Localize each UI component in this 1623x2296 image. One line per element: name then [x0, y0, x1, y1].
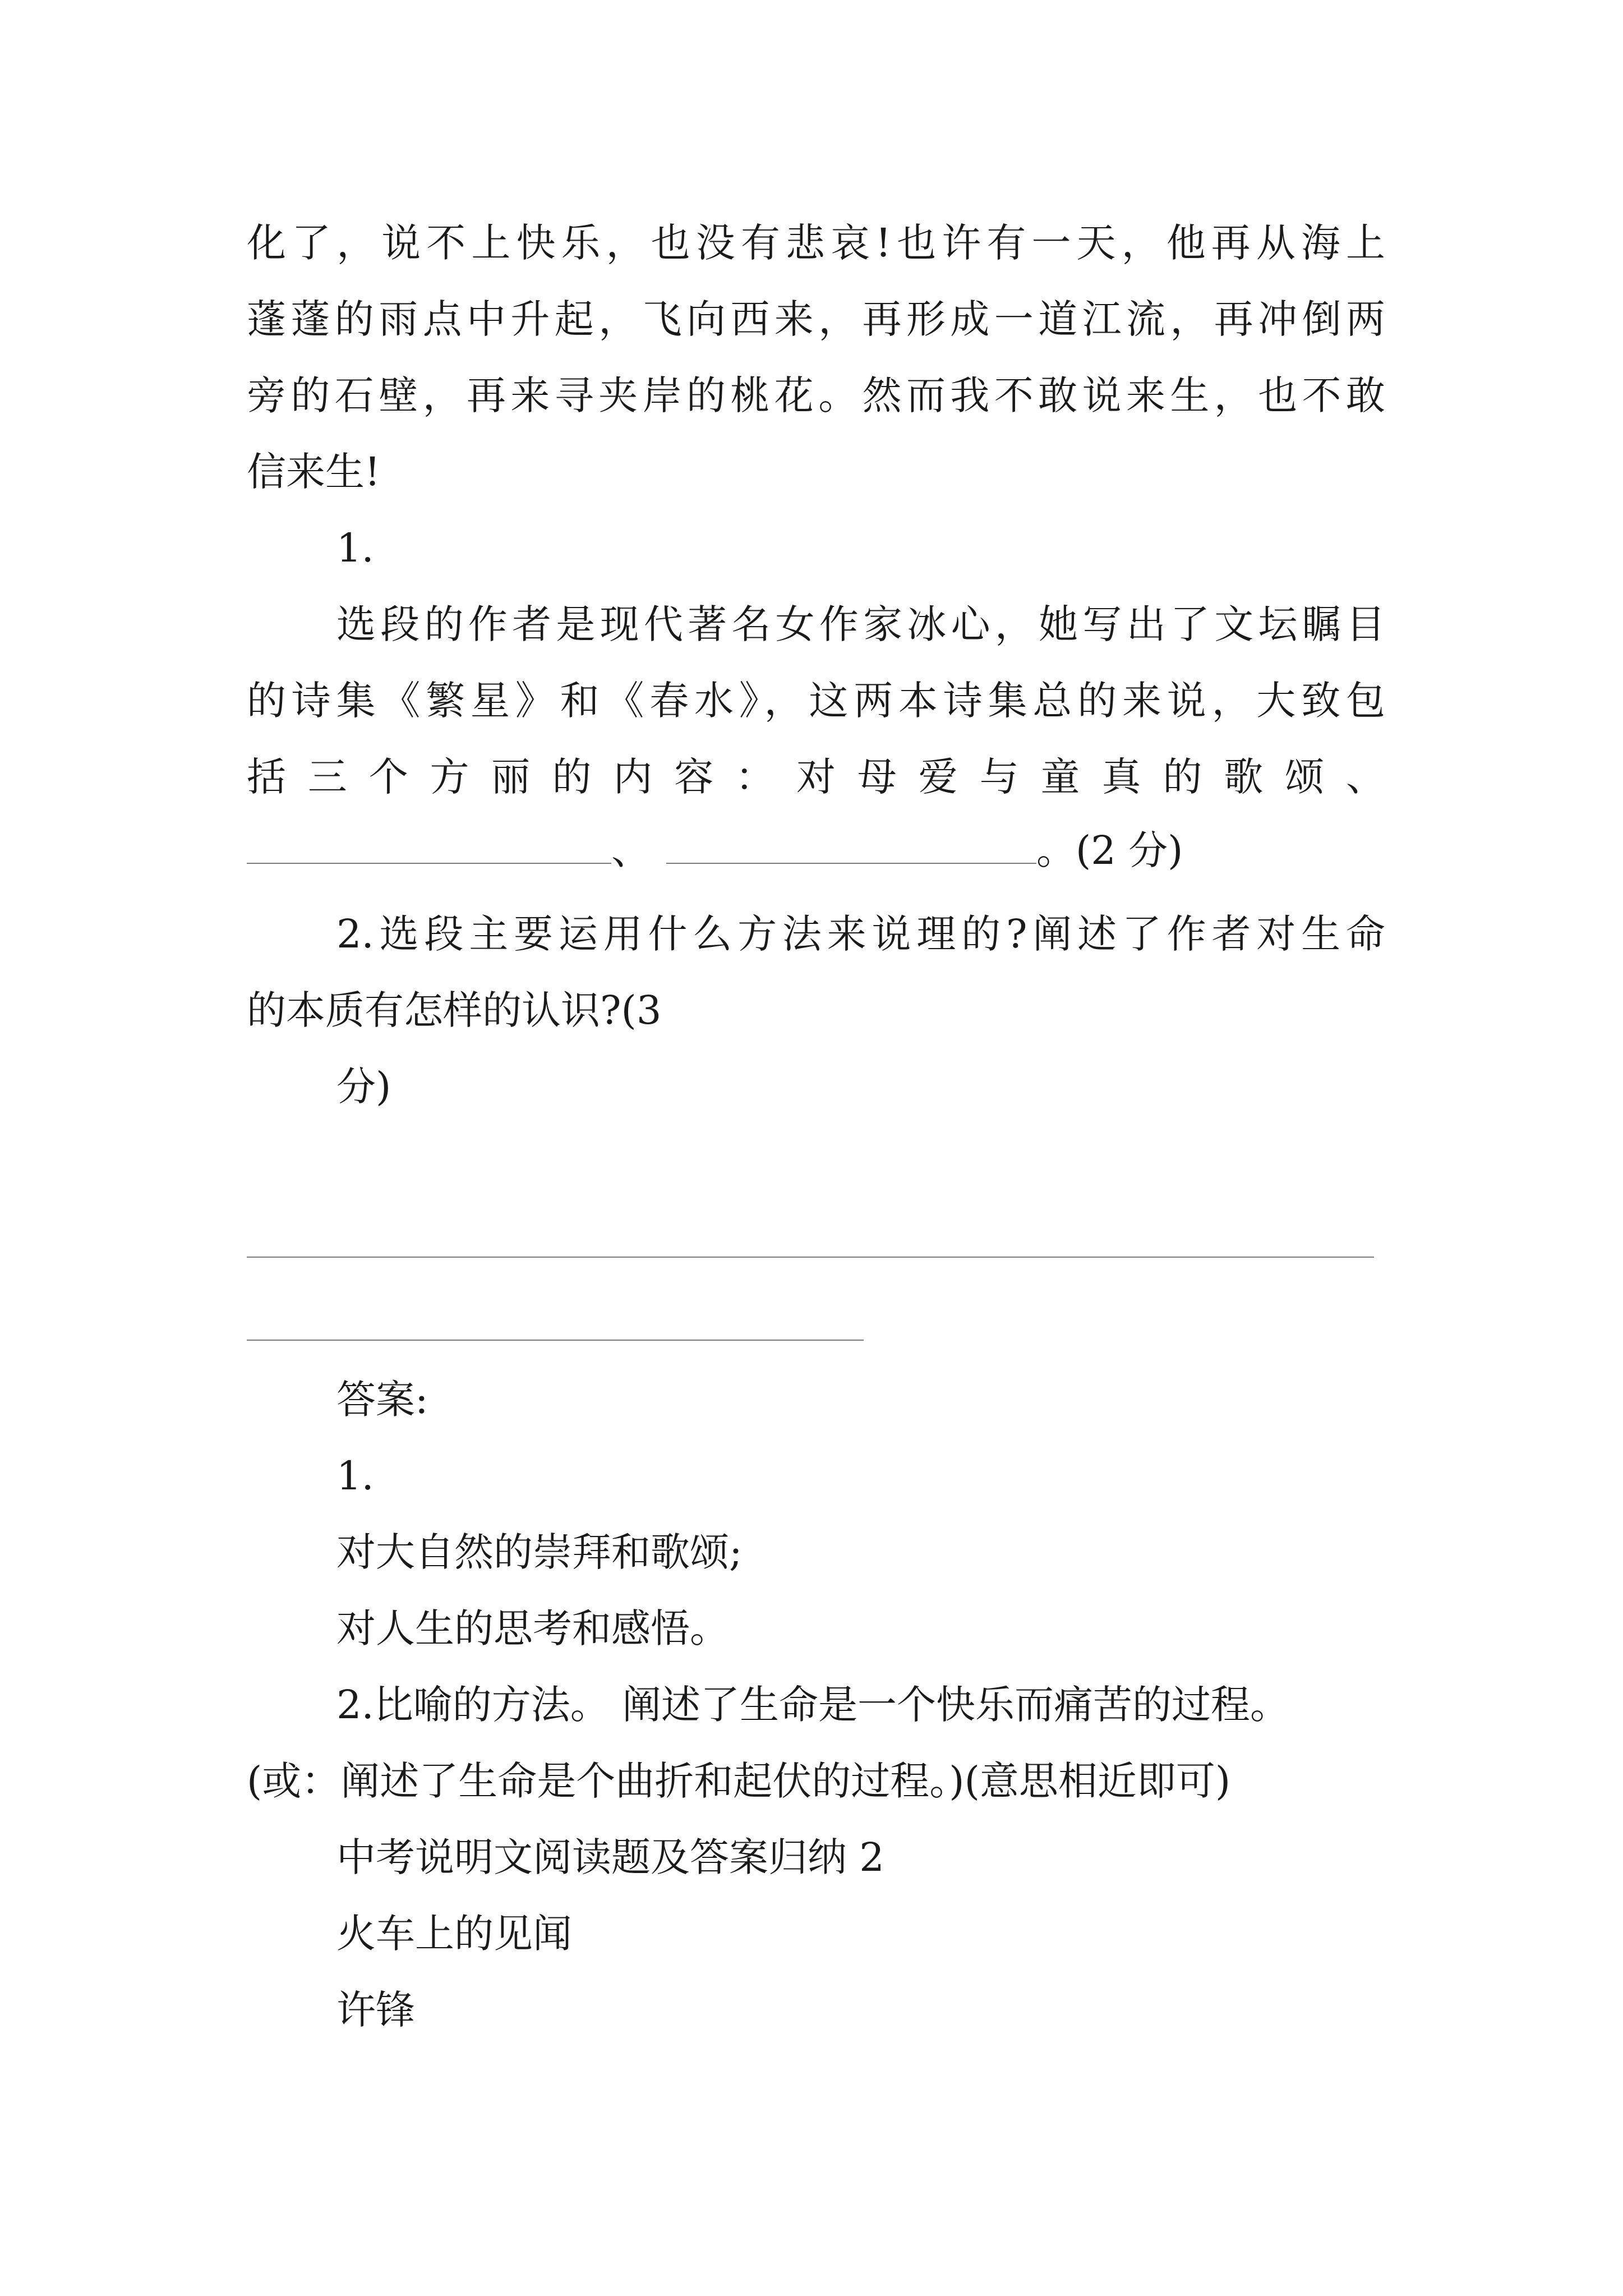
answers-heading: 答案: — [336, 1377, 428, 1423]
answer-1-number: 1. — [336, 1453, 374, 1499]
answer-2-line-2: (或：阐述了生命是个曲折和起伏的过程。)(意思相近即可) — [247, 1758, 1231, 1804]
question-1-number: 1. — [336, 525, 374, 571]
answer-writing-line-1[interactable] — [247, 1257, 1374, 1258]
question-2-line-2: 的本质有怎样的认识?(3 — [247, 987, 662, 1033]
answer-1-line-1: 对大自然的崇拜和歌颂; — [336, 1529, 743, 1575]
article-author: 许锋 — [336, 1987, 415, 2033]
question-1-points: 。(2 分) — [1036, 827, 1183, 873]
question-1-blanks — [247, 827, 1183, 873]
question-1-line-1: 选段的作者是现代著名女作家冰心，她写出了文坛瞩目 — [336, 601, 1385, 647]
blank-separator: 、 — [611, 827, 651, 873]
passage-line-1: 化了，说不上快乐，也没有悲哀!也许有一天，他再从海上 — [247, 220, 1385, 266]
question-2-line-3: 分) — [336, 1064, 391, 1110]
question-1-line-3: 括三个方丽的内容：对母爱与童真的歌颂、 — [247, 754, 1385, 800]
passage-line-3: 旁的石壁，再来寻夹岸的桃花。然而我不敢说来生，也不敢 — [247, 372, 1385, 418]
passage-line-4: 信来生! — [247, 449, 381, 495]
article-title: 火车上的见闻 — [336, 1911, 572, 1957]
answer-1-line-2: 对人生的思考和感悟。 — [336, 1605, 729, 1651]
section-title: 中考说明文阅读题及答案归纳 2 — [336, 1834, 884, 1880]
answer-blank-2[interactable] — [666, 829, 1036, 864]
answer-2-line-1: 2.比喻的方法。 阐述了生命是一个快乐而痛苦的过程。 — [336, 1682, 1290, 1728]
question-1-line-2: 的诗集《繁星》和《春水》，这两本诗集总的来说，大致包 — [247, 678, 1385, 724]
answer-writing-line-2[interactable] — [247, 1340, 864, 1341]
answer-blank-1[interactable] — [247, 829, 611, 864]
question-2-line-1: 2.选段主要运用什么方法来说理的?阐述了作者对生命 — [336, 911, 1385, 957]
passage-line-2: 蓬蓬的雨点中升起，飞向西来，再形成一道江流，再冲倒两 — [247, 296, 1385, 342]
